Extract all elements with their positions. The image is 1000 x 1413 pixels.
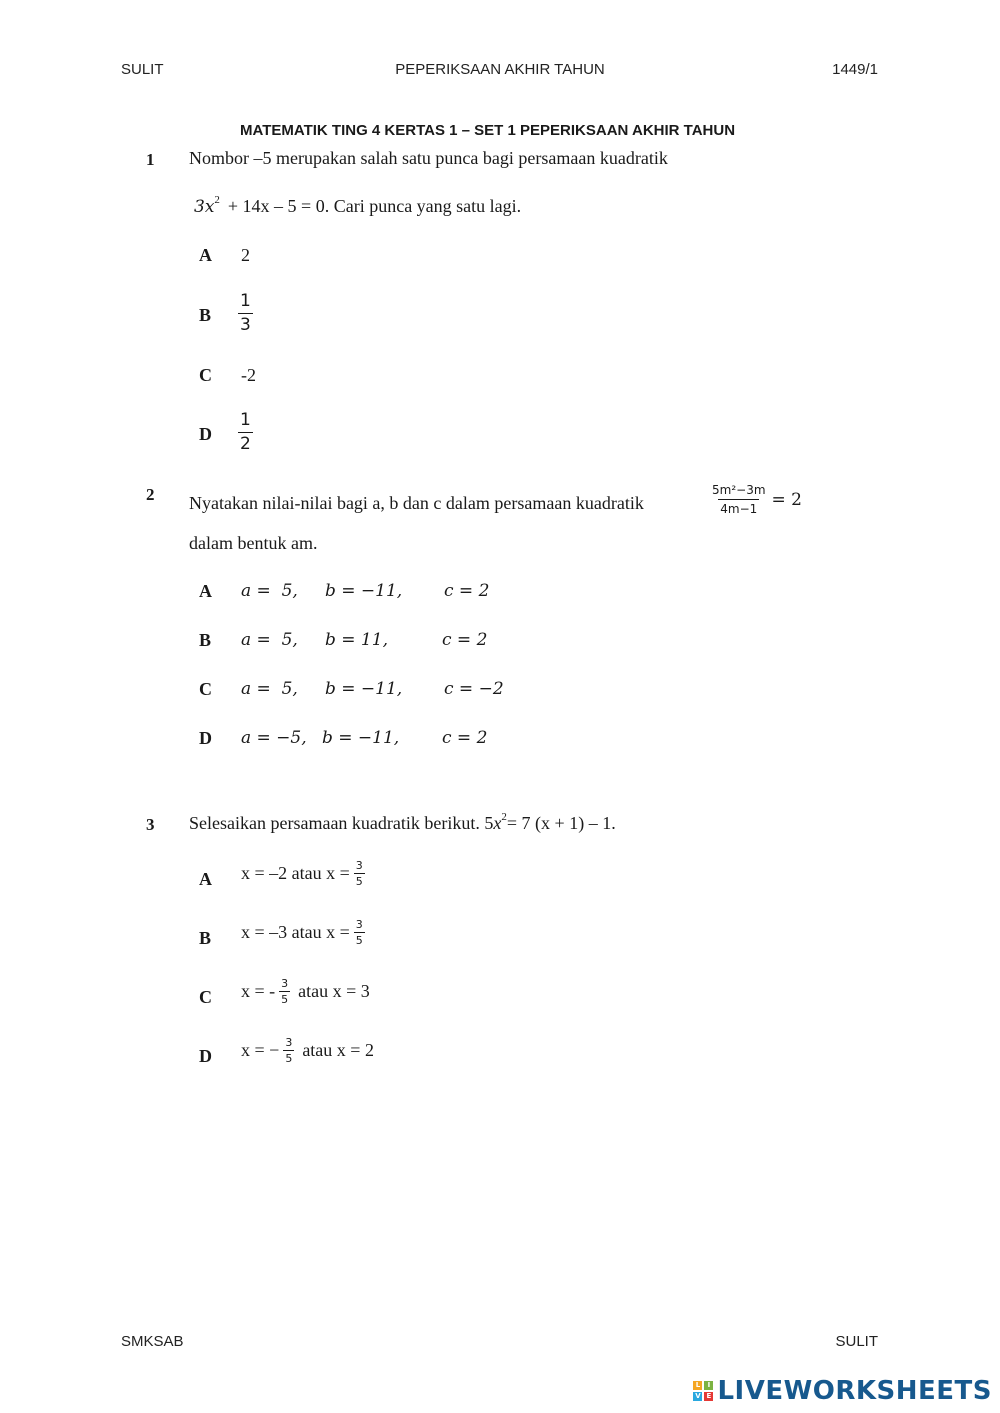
question-2-text: Nyatakan nilai-nilai bagi a, b dan c dalam persamaan kuadratik: [189, 493, 644, 513]
q3-option-d-label[interactable]: D: [199, 1046, 212, 1066]
logo-icon-v: V: [695, 1392, 701, 1400]
q2-b-c: c = 2: [442, 630, 488, 650]
liveworksheets-text: LIVEWORKSHEETS: [717, 1376, 992, 1406]
q3-option-a-value: [241, 860, 365, 887]
header-left: SULIT: [121, 61, 164, 78]
logo-icon-e: E: [704, 1392, 713, 1401]
q2-a-a: a = 5,: [241, 581, 298, 601]
q2-option-b-label[interactable]: B: [199, 630, 212, 650]
q3-line-post: = 7 (x + 1) – 1.: [506, 813, 616, 833]
header-center: PEPERIKSAAN AKHIR TAHUN: [395, 61, 605, 78]
q2-frac-rhs: = 2: [771, 489, 802, 510]
q2-a-c: c = 2: [444, 581, 490, 601]
q2-c-c: c = −2: [444, 679, 504, 699]
q3-d-pre: x = −: [241, 1040, 280, 1060]
liveworksheets-logo[interactable]: [693, 1376, 992, 1406]
q3-option-d-value: [241, 1037, 374, 1064]
q3-line-exp: 2: [501, 811, 507, 823]
q2-b-b: b = 11,: [325, 630, 388, 650]
q3-b-num: 3: [355, 918, 363, 931]
logo-icon-l: L: [693, 1381, 702, 1390]
question-2-text-2: dalam bentuk am.: [189, 533, 318, 553]
q2-b-a: a = 5,: [241, 630, 298, 650]
q3-line-pre: Selesaikan persamaan kuadratik berikut. 5: [189, 813, 494, 833]
logo-icon-i: I: [704, 1381, 713, 1390]
q2-d-b: b = −11,: [322, 728, 400, 748]
q3-a-den: 5: [355, 875, 363, 888]
q3-d-den: 5: [285, 1052, 293, 1065]
q1-eq-rest: + 14x – 5 = 0. Cari punca yang satu lagi.: [227, 196, 522, 216]
q1-option-c-label[interactable]: C: [199, 365, 212, 385]
q1-option-a-label[interactable]: A: [199, 245, 212, 265]
q3-c-num: 3: [281, 977, 289, 990]
question-1-equation: [194, 196, 521, 217]
header-right: 1449/1: [832, 61, 878, 78]
q2-frac-den: 4m−1: [718, 499, 759, 515]
q1-b-num: 1: [240, 291, 251, 311]
q2-d-a: a = −5,: [241, 728, 307, 748]
q1-eq-coef: 3x: [194, 196, 215, 217]
q1-option-a-value: 2: [241, 245, 250, 265]
q2-option-c-label[interactable]: C: [199, 679, 212, 699]
q1-b-den: 3: [240, 315, 251, 335]
q2-option-a-label[interactable]: A: [199, 581, 212, 601]
q1-option-d-label[interactable]: D: [199, 424, 212, 444]
q3-a-pre: x = –2 atau x =: [241, 863, 350, 883]
q1-option-b-label[interactable]: B: [199, 305, 212, 325]
q3-line-var: x: [493, 813, 502, 833]
question-1-text: Nombor –5 merupakan salah satu punca bagi persamaan kuadratik: [189, 148, 668, 168]
footer-right: SULIT: [835, 1333, 878, 1350]
q3-b-pre: x = –3 atau x =: [241, 922, 350, 942]
q1-option-d-fraction: [238, 412, 253, 453]
liveworksheets-icon: [693, 1381, 713, 1401]
question-3-text: [189, 813, 616, 834]
question-1-number: 1: [146, 150, 155, 169]
q1-d-den: 2: [240, 434, 251, 454]
q2-c-a: a = 5,: [241, 679, 298, 699]
page-title: MATEMATIK TING 4 KERTAS 1 – SET 1 PEPERIKSAAN AKHIR TAHUN: [240, 122, 736, 139]
q2-equation: [710, 484, 802, 515]
q1-option-b-fraction: [238, 293, 253, 334]
q2-a-b: b = −11,: [325, 581, 403, 601]
q3-c-pre: x = -: [241, 981, 276, 1001]
q3-option-b-label[interactable]: B: [199, 928, 212, 948]
q3-option-c-value: [241, 978, 370, 1005]
q1-option-c-value: -2: [241, 365, 256, 385]
q2-d-c: c = 2: [442, 728, 488, 748]
q3-c-post: atau x = 3: [298, 981, 370, 1001]
q1-eq-exp: 2: [214, 194, 220, 206]
footer-left: SMKSAB: [121, 1333, 184, 1350]
q1-d-num: 1: [240, 410, 251, 430]
q3-d-post: atau x = 2: [302, 1040, 374, 1060]
q3-option-a-label[interactable]: A: [199, 869, 212, 889]
q2-frac-num: 5m²−3m: [712, 483, 766, 497]
q3-b-den: 5: [355, 934, 363, 947]
q2-option-d-label[interactable]: D: [199, 728, 212, 748]
question-3-number: 3: [146, 815, 155, 834]
q3-option-c-label[interactable]: C: [199, 987, 212, 1007]
q3-c-den: 5: [281, 993, 289, 1006]
question-2-number: 2: [146, 485, 155, 504]
q3-option-b-value: [241, 919, 365, 946]
q3-a-num: 3: [355, 859, 363, 872]
q3-d-num: 3: [285, 1036, 293, 1049]
q2-c-b: b = −11,: [325, 679, 403, 699]
